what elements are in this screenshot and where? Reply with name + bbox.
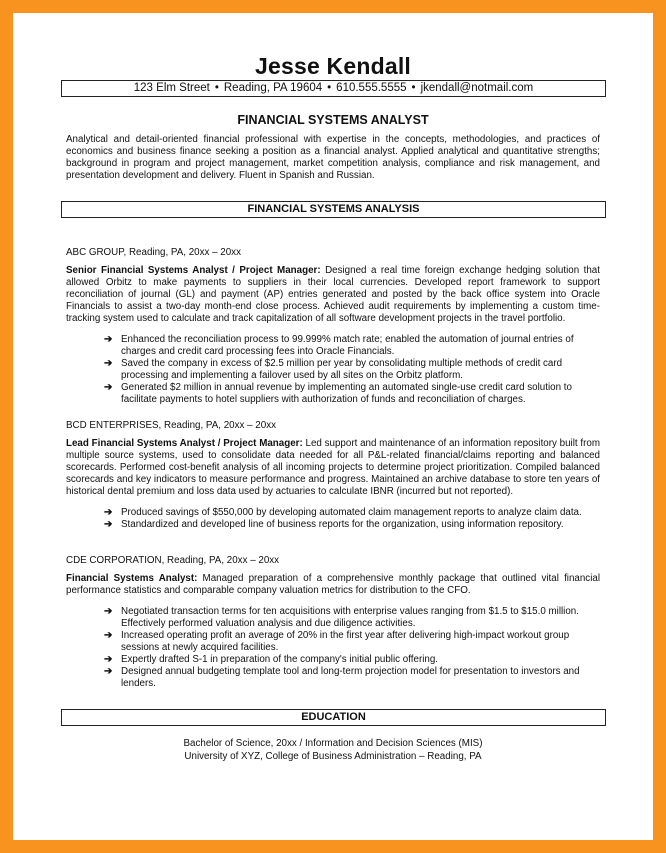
arrow-right-icon: ➔ bbox=[104, 606, 113, 617]
list-item bbox=[104, 334, 600, 358]
arrow-right-icon: ➔ bbox=[104, 519, 113, 530]
candidate-name: Jesse Kendall bbox=[254, 53, 412, 79]
phone: 610.555.5555 bbox=[336, 82, 407, 94]
job-summary: Managed preparation of a comprehensive monthly package that outlined vital financial performance statistics and comparable company valuation metrics for distribution to the CFO. bbox=[66, 573, 601, 596]
resume-page bbox=[13, 13, 653, 840]
list-item bbox=[104, 519, 600, 531]
achievement-text: Enhanced the reconciliation process to 99.999% match rate; enabled the automation of journal entries of charges and credit card processing fees into Oracle Financials. bbox=[121, 334, 574, 357]
list-item bbox=[104, 630, 600, 654]
achievement-text: Produced savings of $550,000 by developing automated claim management reports to analyze claim data. bbox=[121, 507, 582, 518]
arrow-right-icon: ➔ bbox=[104, 382, 113, 393]
separator: • bbox=[327, 82, 332, 94]
arrow-right-icon: ➔ bbox=[104, 507, 113, 518]
school-line: University of XYZ, College of Business Administration – Reading, PA bbox=[184, 751, 482, 762]
list-item bbox=[104, 507, 600, 519]
job-description bbox=[66, 265, 600, 325]
job-description bbox=[66, 573, 600, 597]
list-item bbox=[104, 654, 600, 666]
job-role: Financial Systems Analyst: bbox=[66, 573, 198, 584]
job-summary: Led support and maintenance of an information repository built from multiple source systems, used to consolidate data needed for all P&L-related financial/claims reporting and balanced scorecards. Performed cost-benefit analysis of all incoming projects to determine project prioritization. Compiled balanced scorecards and key indicators to measure performance and progress. Maintained an archive database to store ten years of historical dental premium and loss data used by actuaries to calculate IBNR (incurred but not reported). bbox=[66, 438, 600, 497]
job-entry bbox=[66, 247, 600, 406]
education-block bbox=[13, 737, 653, 763]
achievement-text: Increased operating profit an average of 20% in the first year after delivering high-impact workout group sessions at newly acquired facilities. bbox=[121, 630, 570, 653]
separator: • bbox=[214, 82, 219, 94]
degree-line: Bachelor of Science, 20xx / Information and Decision Sciences (MIS) bbox=[183, 738, 483, 749]
arrow-right-icon: ➔ bbox=[104, 358, 113, 369]
address: 123 Elm Street bbox=[133, 82, 210, 94]
arrow-right-icon: ➔ bbox=[104, 666, 113, 677]
list-item bbox=[104, 606, 600, 630]
achievement-list bbox=[66, 334, 600, 406]
achievement-list bbox=[66, 606, 600, 690]
job-description bbox=[66, 438, 600, 498]
job-summary: Designed a real time foreign exchange hedging solution that allowed Orbitz to make payments to suppliers in their local currencies. Developed report framework to support reconciliation of journal (GL) and payment (AP) entries generated and posted by the back office system into Oracle Financials to assist a two-day month-end close process. Achieved audit requirements by implementing a custom time-tracking system used to calculate and track capitalization of all software development projects in the travel portfolio. bbox=[66, 265, 600, 324]
city: Reading, PA 19604 bbox=[223, 82, 323, 94]
arrow-right-icon: ➔ bbox=[104, 630, 113, 641]
arrow-right-icon: ➔ bbox=[104, 334, 113, 345]
job-entry bbox=[66, 555, 600, 690]
achievement-text: Designed annual budgeting template tool and long-term projection model for presentation to investors and lenders. bbox=[121, 666, 580, 689]
company-line: ABC GROUP, Reading, PA, 20xx – 20xx bbox=[66, 247, 241, 258]
achievement-text: Expertly drafted S-1 in preparation of the company's initial public offering. bbox=[121, 654, 438, 665]
contact-bar bbox=[61, 80, 606, 97]
list-item bbox=[104, 358, 600, 382]
separator: • bbox=[411, 82, 416, 94]
list-item bbox=[104, 666, 600, 690]
achievement-text: Standardized and developed line of business reports for the organization, using information repository. bbox=[121, 519, 564, 530]
arrow-right-icon: ➔ bbox=[104, 654, 113, 665]
company-line: BCD ENTERPRISES, Reading, PA, 20xx – 20xx bbox=[66, 420, 276, 431]
education-section-header: EDUCATION bbox=[61, 709, 606, 726]
resume-title: FINANCIAL SYSTEMS ANALYST bbox=[237, 113, 429, 127]
job-role: Senior Financial Systems Analyst / Project Manager: bbox=[66, 265, 321, 276]
experience-section-header: FINANCIAL SYSTEMS ANALYSIS bbox=[61, 201, 606, 218]
list-item bbox=[104, 382, 600, 406]
achievement-text: Generated $2 million in annual revenue by implementing an automated single-use credit card solution to facilitate payments to hotel suppliers with authorization of funds and reconciliation of charges. bbox=[121, 382, 572, 405]
company-line: CDE CORPORATION, Reading, PA, 20xx – 20xx bbox=[66, 555, 280, 566]
summary-paragraph: Analytical and detail-oriented financial professional with expertise in the concepts, methodologies, and practices of economics and business finance seeking a position as a financial analyst. Applied analytical and quantitative strengths; background in program and project management, market competition analysis, compliance and risk management, and presentation development and delivery. Fluent in Spanish and Russian. bbox=[66, 134, 600, 181]
achievement-list bbox=[66, 507, 600, 531]
job-role: Lead Financial Systems Analyst / Project Manager: bbox=[66, 438, 303, 449]
email: jkendall@notmail.com bbox=[420, 82, 534, 94]
achievement-text: Saved the company in excess of $2.5 million per year by consolidating multiple methods of credit card processing and implementing a failover used by all sites on the Orbitz platform. bbox=[121, 358, 563, 381]
job-entry bbox=[66, 420, 600, 531]
achievement-text: Negotiated transaction terms for ten acquisitions with enterprise values ranging from $1.5 to $15.0 million. Effectively performed valuation analysis and due diligence activities. bbox=[121, 606, 579, 629]
